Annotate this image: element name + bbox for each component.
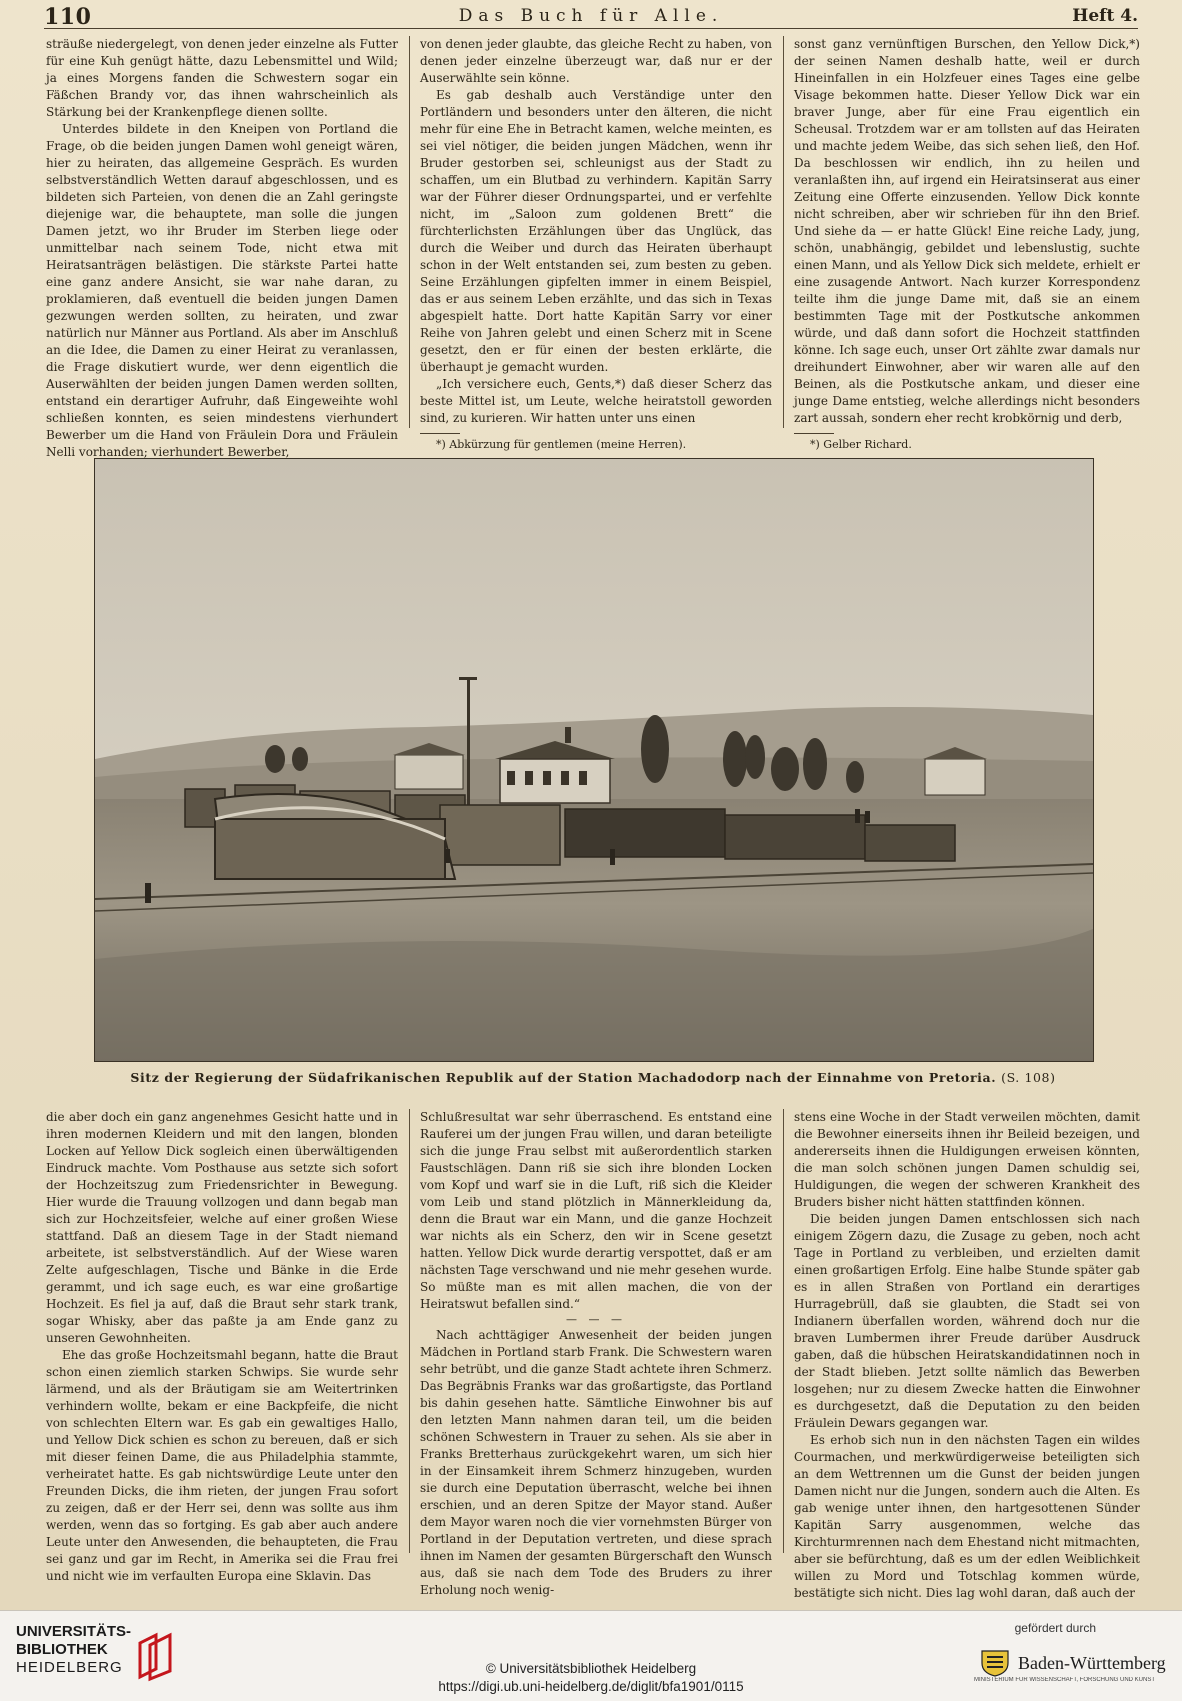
running-head [44,4,1138,29]
paragraph: Es erhob sich nun in den nächsten Tagen ein wildes Courmachen, und merkwürdigerweise beteiligten sich an dem Wettrennen um die Gunst der beiden jungen Damen nicht nur die Jungen, sondern auch die Alten. Es gab wenige unter ihnen, den hartgesottenen Sünder Kapitän Sarry ausgenommen, welche das Kirchturmrennen nach dem Ehestand nicht mitmachten, aber sie befürchtung, daß es um der edlen Weiblichkeit willen zu Mord und Totschlag kommen würde, bestätigte sich nicht. Dies lag wohl daran, daß auch der [794,1433,1140,1600]
paragraph: Ehe das große Hochzeitsmahl begann, hatte die Braut schon einen ziemlich starken Schwips. Sie wurde sehr lärmend, und als der Bräutigam sie am Weitertrinken verhindern wollte, bekam er eine Backpfeife, die nicht von schlechten Eltern war. Es gab ein gewaltiges Hallo, und Yellow Dick schien es schon zu bereuen, daß er sich mit dieser feinen Dame, die aus Philadelphia stammte, verheiratet hatte. Es gab nichtswürdige Leute unter den Freunden Dicks, die ihm rieten, der jungen Frau sofort zu zeigen, daß er der Herr sei, denn was sollte aus ihm werden, wenn das so fortging. Es gab aber auch andere Leute unter den Anwesenden, die behaupteten, die Frau sei ganz und gar im Recht, in Amerika sei die Frau frei und nicht wie im verfaulten Europa eine Sklavin. Das [46,1348,398,1583]
paragraph: Schlußresultat war sehr überraschend. Es entstand eine Rauferei um der jungen Frau willen, und daran beteiligte sich die junge Frau selbst mit außerordentlich starken Faustschlägen. Dann riß sie sich ihre blonden Locken vom Kopf und warf sie in die Luft, riß sich die Kleider vom Leib und stand plötzlich in Männerkleidung da, denn die Braut war ein Mann, und die ganze Hochzeit war nichts als ein Scherz, den wir in Scene gesetzt hatten. Yellow Dick wurde derartig verspottet, daß er am nächsten Tage verschwand und nie mehr gesehen wurde. So müßte man es mit allen machen, die von der Heiratswut befallen sind.“ [420,1110,772,1311]
footnote-rule [420,433,460,434]
paragraph: sonst ganz vernünftigen Burschen, den Yellow Dick,*) der seinen Namen deshalb hatte, weil er durch Hineinfallen in ein Holzfeuer eines Tages eine gelbe Visage bekommen hatte. Dieser Yellow Dick war ein braver Junge, aber für eine Frau eigentlich ein Scheusal. Trotzdem war er am tollsten auf das Heiraten und machte jedem Weibe, das sich sehen ließ, den Hof. Da beschlossen wir endlich, ihn zu heilen und veranlaßten ihn, auf irgend ein Heiratsinserat aus einer Zeitung eine Offerte einzusenden. Yellow Dick konnte nicht schreiben, aber wir schrieben für ihn den Brief. Und siehe da — er hatte Glück! Eine reiche Lady, jung, schön, unabhängig, gebildet und lebenslustig, suchte einen Mann, und als Yellow Dick sich meldete, erhielt er eine zusagende Antwort. Nach kurzer Korrespondenz teilte ihm die junge Dame mit, daß sie an einem bestimmten Tage mit der Postkutsche ankommen würde, und daß dann sofort die Hochzeit stattfinden könne. Ich sage euch, unser Ort zählte zwar damals nur dreihundert Einwohner, aber wir waren alle auf den Beinen, als die Postkutsche ankam, und dieser eine junge Dame entstieg, welche allerdings nicht besonders zart aussah, sondern eher recht krobkörnig und derb, [794,37,1140,425]
paragraph: die aber doch ein ganz angenehmes Gesicht hatte und in ihren modernen Kleidern und mit den langen, blonden Locken auf Yellow Dick sogleich einen überwältigenden Eindruck machte. Vom Posthause aus setzte sich sofort der Hochzeitszug zum Friedensrichter in Bewegung. Hier wurde die Trauung vollzogen und dann begab man sich zur Hochzeitsfeier, welche auf einer großen Wiese stattfand. Daß an diesem Tage in der Stadt niemand arbeitete, ist selbstverständlich. Auf der Wiese waren Zelte aufgeschlagen, Tische und Bänke in die Erde gerammt, und ich sage euch, es war eine großartige Hochzeit. Es fiel ja auf, daß die Braut sehr stark trank, sogar Whisky, aber das paßte ja am Ende ganz zu unseren Gewohnheiten. [46,1110,398,1345]
paragraph: Unterdes bildete in den Kneipen von Portland die Frage, ob die beiden jungen Damen wohl geneigt wären, hier zu heiraten, das allgemeine Gespräch. Es wurden selbstverständlich Wetten darauf abgeschlossen, und es bildeten sich Parteien, von denen die an Zahl geringste diejenige war, die behauptete, man solle die jungen Damen jetzt, wo ihr Bruder im Sterben liege oder unmittelbar nach seinem Tode, nicht etwa mit Heiratsanträgen belästigen. Die stärkste Partei hatte eine ganz andere Ansicht, sie war nahe daran, zu proklamieren, daß eventuell die beiden jungen Damen gezwungen werden sollten, zu heiraten, und zwar natürlich nur Männer aus Portland. Als aber im Anschluß an die Idee, die Damen zu einer Heirat zu veranlassen, die Frage diskutiert wurde, wer denn eigentlich die Auserwählten der beiden jungen Damen werden sollten, entstand ein derartiger Aufruhr, daß Eingeweihte wohl schließen konnten, es seien mindestens vierhundert Bewerber um die Hand von Fräulein Dora und Fräulein Nelli vorhanden; vierhundert Bewerber, [46,122,398,459]
paragraph: Nach achttägiger Anwesenheit der beiden jungen Mädchen in Portland starb Frank. Die Schwestern waren sehr betrübt, und die ganze Stadt achtete ihren Schmerz. Das Begräbnis Franks war das großartigste, das Portland bis dahin gesehen hatte. Sämtliche Einwohner bis auf den letzten Mann nahmen daran teil, um die beiden schönen Schwestern in Trauer zu sehen. Als sie aber in Franks Bretterhaus zurückgekehrt waren, um sich hier in der Einsamkeit ihrem Schmerz hinzugeben, wurden sie durch eine Deputation überrascht, welche bei ihnen erschien, und an deren Spitze der Mayor stand. Außer dem Mayor waren noch die vier vornehmsten Bürger von Portland in der Deputation vertreten, und diese sprach ihnen im Namen der gesamten Bürgerschaft den Wunsch aus, daß sie nach dem Tode des Bruders zu ihrer Erholung noch wenig- [420,1328,772,1597]
journal-title: Das Buch für Alle. [458,6,724,26]
library-line-3: HEIDELBERG [16,1659,123,1676]
funded-by-label: gefördert durch [1014,1621,1096,1635]
viewer-footer [0,1610,1182,1701]
university-library-logo[interactable] [16,1623,176,1687]
paragraph: Es gab deshalb auch Verständige unter den Portländern und besonders unter den älteren, die nicht mehr für eine Ehe in Betracht kamen, welche meinten, es sei viel nötiger, die beiden jungen Mädchen, wenn ihr Bruder gestorben sei, schleunigst aus der Stadt zu schaffen, um ein Blutbad zu verhindern. Kapitän Sarry war der Führer dieser Ordnungspartei, und er verfehlte nicht, im „Saloon zum goldenen Brett“ die fürchterlichsten Erzählungen über das Unglück, das durch die Weiber und durch das Heiraten überhaupt schon in der Welt entstanden sei, zum besten zu geben. Seine Erzählungen gipfelten immer in einem Beispiel, das er aus seinem Leben erzählte, und das sich in Texas abgespielt hatte. Dort hatte Kapitän Sarry vor einer Reihe von Jahren gelebt und einen Scherz mit in Scene gesetzt, den er für einen der besten erklärte, die überhaupt je gemacht wurden. [420,88,772,374]
footnote: *) Abkürzung für gentlemen (meine Herren). [436,438,687,451]
copyright-notice: © Universitätsbibliothek Heidelberg [485,1661,697,1676]
column-divider [409,1109,410,1553]
paragraph: „Ich versichere euch, Gents,*) daß dieser Scherz das beste Mittel ist, um Leute, welche heiratstoll geworden sind, zu kurieren. Wir hatten unter uns einen [420,377,772,425]
bottom-column-3 [794,1109,1140,1602]
top-column-2 [420,36,772,452]
permalink[interactable]: https://digi.ub.uni-heidelberg.de/diglit/bfa1901/0115 [438,1679,744,1694]
paragraph: Die beiden jungen Damen entschlossen sich nach einigem Zögern dazu, die Zusage zu geben, noch acht Tage in Portland zu verbleiben, und erzielten damit einen großartigen Erfolg. Eine halbe Stunde später gab es in allen Straßen von Portland ein derartiges Hurragebrüll, daß sie glaubten, die Stadt sei von Indianern überfallen worden, während doch nur die braven Lumbermen ihrer Freude darüber Ausdruck gaben, daß die hübschen Heiratskandidatinnen noch in der Stadt blieben. Jetzt sollte nämlich das Bewerben losgehen; nur zu diesem Zwecke hatten die Einwohner es durchgesetzt, daß die Deputation zu den beiden Fräulein Dewars gegangen war. [794,1212,1140,1430]
section-separator: — — — [566,1313,626,1326]
footnote: *) Gelber Richard. [810,438,912,451]
bottom-column-1 [46,1109,398,1585]
sponsor-subtitle: MINISTERIUM FÜR WISSENSCHAFT, FORSCHUNG UND KUNST [974,1677,1156,1683]
library-line-2: BIBLIOTHEK [16,1641,108,1658]
column-divider [783,1109,784,1553]
top-column-3 [794,36,1140,452]
page-number: 110 [44,4,92,30]
bottom-column-2 [420,1109,772,1599]
paragraph: sträuße niedergelegt, von denen jeder einzelne als Futter für eine Kuh genügt hätte, dazu Lebensmittel und Wild; ja eines Morgens fanden die Schwestern sogar ein Fäßchen Brandy vor, das ihnen wahrscheinlich als Stärkung bei der Krankenpflege dienen sollte. [46,37,398,119]
caption-page-ref: (S. 108) [1001,1070,1056,1085]
footnote-rule [794,433,834,434]
coat-of-arms-icon [978,1647,1012,1677]
library-line-1: UNIVERSITÄTS- [16,1623,132,1640]
illustration-caption [94,1070,1092,1085]
baden-wuerttemberg-logo[interactable] [974,1645,1166,1695]
sponsor-name: Baden-Württemberg [1018,1653,1166,1673]
column-divider [409,36,410,428]
station-photograph [94,458,1094,1062]
issue-label: Heft 4. [1072,6,1138,26]
caption-text: Sitz der Regierung der Südafrikanischen Republik auf der Station Machadodorp nach der Einnahme von Pretoria. [130,1070,997,1085]
column-divider [783,36,784,428]
paragraph: von denen jeder glaubte, das gleiche Recht zu haben, von denen jeder einzelne überzeugt war, daß nur er der Auserwählte sein könne. [420,37,772,85]
top-column-1 [46,36,398,461]
paragraph: stens eine Woche in der Stadt verweilen möchten, damit die Bewohner einerseits ihnen ihr Beileid bezeigen, und andererseits ihnen die Huldigungen erweisen könnten, die man solch schönen jungen Damen schuldig sei, Huldigungen, die wegen der schweren Krankheit des Bruders bisher nicht hätten stattfinden können. [794,1110,1140,1209]
